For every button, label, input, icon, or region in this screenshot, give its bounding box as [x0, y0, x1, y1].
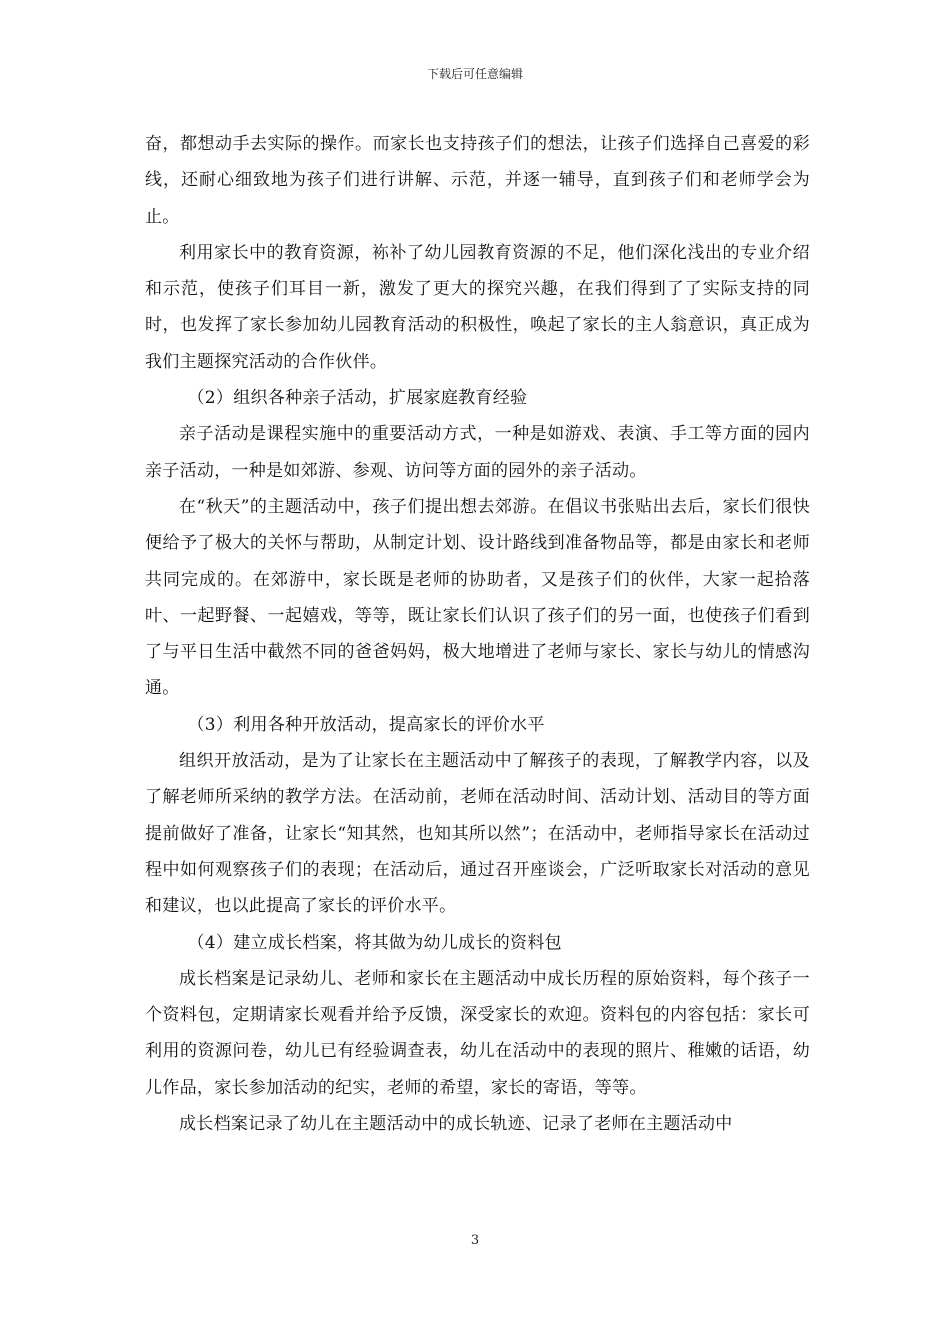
page-number: 3: [470, 1233, 480, 1248]
paragraph-continued: 奋，都想动手去实际的操作。而家长也支持孩子们的想法，让孩子们选择自己喜爱的彩线，还耐心细致地为孩子们进行讲解、示范，并逐一辅导，直到孩子们和老师学会为止。: [145, 134, 810, 227]
page-header: 下载后可任意编辑: [426, 67, 523, 81]
section-heading: （2）组织各种亲子活动，扩展家庭教育经验: [187, 388, 528, 409]
document-body: [145, 126, 810, 1142]
section-heading: （4）建立成长档案，将其做为幼儿成长的资料包: [187, 932, 562, 953]
paragraph: 成长档案是记录幼儿、老师和家长在主题活动中成长历程的原始资料，每个孩子一个资料包，定期请家长观看并给予反馈，深受家长的欢迎。资料包的内容包括：家长可利用的资源问卷，幼儿已有经验调查表，幼儿在活动中的表现的照片、稚嫩的话语，幼儿作品，家长参加活动的纪实，老师的希望，家长的寄语，等等。: [145, 968, 810, 1098]
paragraph: 成长档案记录了幼儿在主题活动中的成长轨迹、记录了老师在主题活动中: [179, 1114, 733, 1135]
paragraph: 利用家长中的教育资源，袮补了幼儿园教育资源的不足，他们深化浅出的专业介绍和示范，使孩子们耳目一新，激发了更大的探究兴趣，在我们得到了了实际支持的同时，也发挥了家长参加幼儿园教育活动的积极性，唤起了家长的主人翁意识，真正成为我们主题探究活动的合作伙伴。: [145, 242, 810, 372]
paragraph: 在“秋天”的主题活动中，孩子们提出想去郊游。在倡议书张贴出去后，家长们很快便给予了极大的关怀与帮助，从制定计划、设计路线到准备物品等，都是由家长和老师共同完成的。在郊游中，家长既是老师的协助者，又是孩子们的伙伴，大家一起拾落叶、一起野餐、一起嬉戏，等等，既让家长们认识了孩子们的另一面，也使孩子们看到了与平日生活中截然不同的爸爸妈妈，极大地增进了老师与家长、家长与幼儿的情感沟通。: [145, 496, 810, 699]
paragraph: 亲子活动是课程实施中的重要活动方式，一种是如游戏、表演、手工等方面的园内亲子活动，一种是如郊游、参观、访问等方面的园外的亲子活动。: [145, 424, 810, 481]
section-heading: （3）利用各种开放活动，提高家长的评价水平: [187, 714, 545, 735]
paragraph: 组织开放活动，是为了让家长在主题活动中了解孩子的表现，了解教学内容，以及了解老师所采纳的教学方法。在活动前，老师在活动时间、活动计划、活动目的等方面提前做好了准备，让家长“知其然，也知其所以然”；在活动中，老师指导家长在活动过程中如何观察孩子们的表现；在活动后，通过召开座谈会，广泛听取家长对活动的意见和建议，也以此提高了家长的评价水平。: [145, 751, 810, 917]
